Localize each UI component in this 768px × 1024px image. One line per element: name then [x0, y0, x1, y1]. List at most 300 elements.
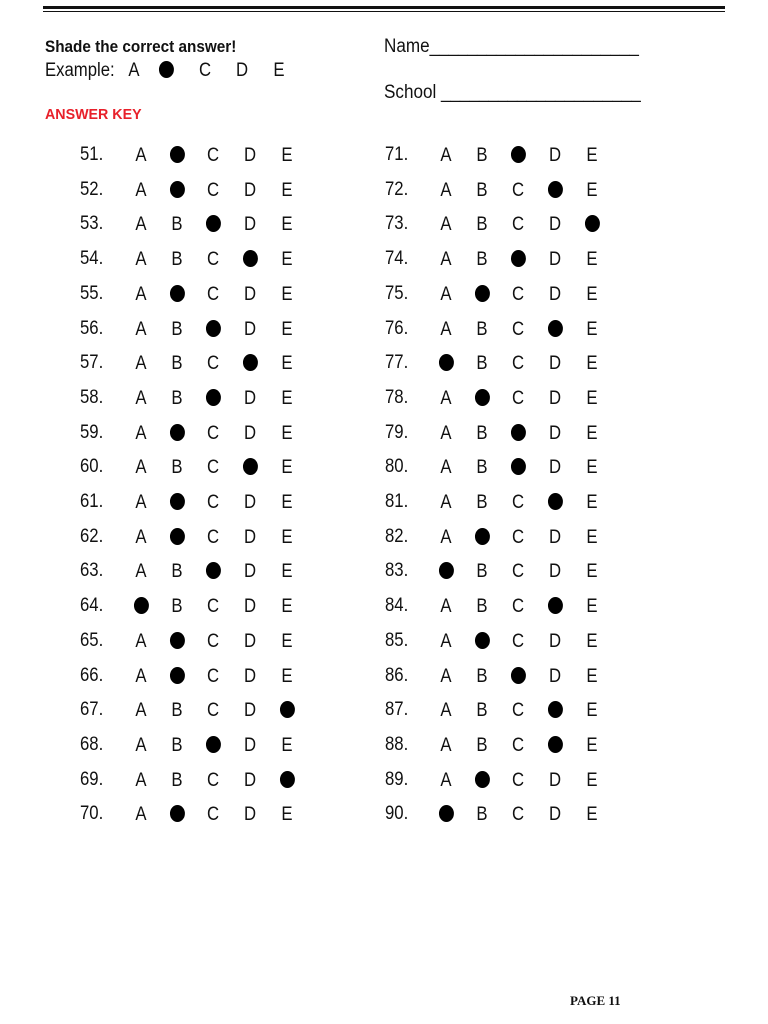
answer-option-a[interactable]: A [440, 631, 452, 652]
answer-option-b[interactable]: B [476, 561, 488, 582]
question-number: 78. [385, 387, 409, 408]
answer-option-b[interactable]: B [171, 214, 183, 235]
answer-row [0, 803, 330, 827]
answer-option-c[interactable]: C [206, 631, 220, 652]
answer-bubble-d-filled[interactable] [240, 456, 259, 480]
answer-row [0, 699, 330, 723]
question-number: 83. [385, 560, 409, 581]
answer-bubble-c-filled[interactable] [508, 665, 527, 689]
answer-option-c[interactable]: C [206, 666, 220, 687]
answer-option-e[interactable]: E [586, 770, 598, 791]
answer-option-d[interactable]: D [243, 735, 257, 756]
answer-bubble-b-filled[interactable] [472, 769, 491, 793]
question-number: 71. [385, 144, 409, 165]
answer-bubble-c-filled[interactable] [203, 387, 222, 411]
answer-row [0, 422, 330, 446]
answer-option-e[interactable]: E [281, 804, 293, 825]
answer-bubble-e-filled[interactable] [277, 769, 296, 793]
answer-option-c[interactable]: C [206, 457, 220, 478]
answer-option-e[interactable]: E [281, 666, 293, 687]
filled-bubble-icon [548, 181, 563, 198]
answer-option-a[interactable]: A [135, 319, 147, 340]
answer-option-a[interactable]: A [440, 423, 452, 444]
answer-option-e[interactable]: E [586, 527, 598, 548]
answer-option-e[interactable]: E [281, 561, 293, 582]
answer-option-a[interactable]: A [135, 700, 147, 721]
answer-bubble-c-filled[interactable] [203, 560, 222, 584]
filled-bubble-icon [170, 181, 185, 198]
answer-option-c[interactable]: C [206, 700, 220, 721]
answer-option-b[interactable]: B [476, 214, 488, 235]
answer-option-d[interactable]: D [243, 284, 257, 305]
filled-bubble-icon [206, 562, 221, 579]
answer-option-c[interactable]: C [511, 735, 525, 756]
answer-row [305, 526, 635, 550]
answer-option-b[interactable]: B [476, 319, 488, 340]
answer-option-a[interactable]: A [440, 214, 452, 235]
filled-bubble-icon [170, 285, 185, 302]
answer-option-d[interactable]: D [548, 770, 562, 791]
answer-row [305, 491, 635, 515]
question-number: 56. [80, 318, 104, 339]
answer-option-d[interactable]: D [243, 527, 257, 548]
answer-option-a[interactable]: A [135, 527, 147, 548]
answer-option-e[interactable]: E [586, 249, 598, 270]
answer-option-e[interactable]: E [281, 735, 293, 756]
filled-bubble-icon [439, 805, 454, 822]
answer-option-e[interactable]: E [281, 492, 293, 513]
answer-row [0, 491, 330, 515]
answer-option-e[interactable]: E [586, 735, 598, 756]
answer-option-e[interactable]: E [586, 284, 598, 305]
instruction-text: Shade the correct answer! [45, 37, 237, 56]
answer-option-d[interactable]: D [548, 353, 562, 374]
answer-option-a[interactable]: A [135, 666, 147, 687]
answer-option-a[interactable]: A [440, 388, 452, 409]
answer-option-e[interactable]: E [586, 423, 598, 444]
answer-option-e[interactable]: E [281, 353, 293, 374]
answer-bubble-d-filled[interactable] [545, 734, 564, 758]
top-rule-thick [43, 6, 725, 9]
answer-option-a[interactable]: A [440, 596, 452, 617]
answer-row [0, 734, 330, 758]
question-number: 57. [80, 352, 104, 373]
answer-option-c[interactable]: C [511, 527, 525, 548]
question-number: 82. [385, 526, 409, 547]
page-number: PAGE 11 [570, 993, 621, 1008]
answer-option-b[interactable]: B [171, 770, 183, 791]
answer-option-a[interactable]: A [440, 700, 452, 721]
answer-bubble-e-filled[interactable] [277, 699, 296, 723]
question-number: 88. [385, 734, 409, 755]
answer-bubble-d-filled[interactable] [545, 699, 564, 723]
answer-bubble-d-filled[interactable] [545, 491, 564, 515]
answer-option-d[interactable]: D [548, 388, 562, 409]
answer-option-e[interactable]: E [586, 700, 598, 721]
question-number: 64. [80, 595, 104, 616]
answer-option-a[interactable]: A [440, 145, 452, 166]
answer-option-e[interactable]: E [281, 214, 293, 235]
answer-option-b[interactable]: B [171, 249, 183, 270]
question-number: 53. [80, 213, 104, 234]
answer-option-e[interactable]: E [586, 631, 598, 652]
answer-option-d[interactable]: D [243, 561, 257, 582]
answer-option-c[interactable]: C [206, 180, 220, 201]
answer-option-d[interactable]: D [548, 145, 562, 166]
filled-bubble-icon [475, 632, 490, 649]
answer-option-e[interactable]: E [281, 423, 293, 444]
filled-bubble-icon [439, 562, 454, 579]
answer-option-a[interactable]: A [440, 527, 452, 548]
answer-option-b[interactable]: B [171, 388, 183, 409]
answer-bubble-b-filled[interactable] [167, 526, 186, 550]
name-field[interactable]: Name______________________ [384, 36, 639, 57]
answer-option-e[interactable]: E [281, 145, 293, 166]
answer-option-c[interactable]: C [511, 214, 525, 235]
answer-option-b[interactable]: B [476, 596, 488, 617]
answer-option-d[interactable]: D [548, 666, 562, 687]
answer-row [305, 248, 635, 272]
answer-option-b[interactable]: B [171, 457, 183, 478]
answer-bubble-e-filled[interactable] [582, 213, 601, 237]
answer-bubble-c-filled[interactable] [508, 422, 527, 446]
answer-option-a[interactable]: A [135, 145, 147, 166]
question-number: 51. [80, 144, 104, 165]
answer-row [0, 318, 330, 342]
answer-option-d[interactable]: D [548, 284, 562, 305]
answer-option-d[interactable]: D [548, 423, 562, 444]
answer-option-d[interactable]: D [548, 804, 562, 825]
answer-option-c[interactable]: C [206, 284, 220, 305]
answer-option-a[interactable]: A [135, 457, 147, 478]
question-number: 81. [385, 491, 409, 512]
answer-option-d[interactable]: D [243, 770, 257, 791]
answer-option-a[interactable]: A [440, 770, 452, 791]
answer-option-c[interactable]: C [511, 804, 525, 825]
question-number: 84. [385, 595, 409, 616]
answer-option-c[interactable]: C [206, 423, 220, 444]
answer-bubble-a-filled[interactable] [436, 352, 455, 376]
answer-option-b[interactable]: B [171, 596, 183, 617]
answer-option-a[interactable]: A [135, 631, 147, 652]
answer-option-a[interactable]: A [135, 180, 147, 201]
answer-bubble-c-filled[interactable] [203, 734, 222, 758]
answer-bubble-b-filled[interactable] [167, 283, 186, 307]
answer-option-b[interactable]: B [476, 180, 488, 201]
answer-row [0, 248, 330, 272]
answer-option-a[interactable]: A [135, 735, 147, 756]
answer-option-a[interactable]: A [135, 561, 147, 582]
school-field[interactable]: School _____________________ [384, 82, 641, 103]
answer-option-d[interactable]: D [548, 214, 562, 235]
answer-option-b[interactable]: B [171, 319, 183, 340]
answer-option-c[interactable]: C [511, 561, 525, 582]
answer-option-d[interactable]: D [243, 666, 257, 687]
answer-bubble-c-filled[interactable] [203, 318, 222, 342]
answer-row [305, 318, 635, 342]
answer-option-e[interactable]: E [281, 319, 293, 340]
answer-option-b[interactable]: B [476, 249, 488, 270]
answer-bubble-b-filled[interactable] [472, 630, 491, 654]
answer-bubble-d-filled[interactable] [545, 179, 564, 203]
answer-option-e[interactable]: E [281, 249, 293, 270]
answer-option-c[interactable]: C [206, 249, 220, 270]
answer-option-d[interactable]: D [243, 319, 257, 340]
question-number: 59. [80, 422, 104, 443]
answer-option-d[interactable]: D [548, 561, 562, 582]
answer-option-e[interactable]: E [281, 457, 293, 478]
question-number: 76. [385, 318, 409, 339]
answer-option-c[interactable]: C [511, 284, 525, 305]
answer-bubble-d-filled[interactable] [240, 248, 259, 272]
answer-option-c[interactable]: C [511, 353, 525, 374]
answer-option-b[interactable]: B [476, 492, 488, 513]
answer-option-a[interactable]: A [440, 666, 452, 687]
question-number: 54. [80, 248, 104, 269]
answer-bubble-b-filled[interactable] [167, 144, 186, 168]
answer-bubble-d-filled[interactable] [545, 595, 564, 619]
answer-option-e[interactable]: E [281, 527, 293, 548]
filled-bubble-icon [475, 389, 490, 406]
answer-option-a[interactable]: A [440, 457, 452, 478]
question-number: 65. [80, 630, 104, 651]
answer-row [305, 595, 635, 619]
answer-option-a[interactable]: A [135, 284, 147, 305]
answer-option-e[interactable]: E [586, 561, 598, 582]
answer-option-a[interactable]: A [135, 353, 147, 374]
answer-bubble-c-filled[interactable] [508, 456, 527, 480]
filled-bubble-icon [206, 215, 221, 232]
answer-option-c[interactable]: C [206, 804, 220, 825]
answer-row [305, 734, 635, 758]
answer-bubble-b-filled[interactable] [472, 526, 491, 550]
answer-bubble-b-filled[interactable] [167, 422, 186, 446]
example-label: Example: [45, 60, 115, 81]
answer-bubble-b-filled[interactable] [167, 630, 186, 654]
filled-bubble-icon [170, 146, 185, 163]
answer-option-c[interactable]: C [511, 388, 525, 409]
answer-option-b[interactable]: B [476, 804, 488, 825]
answer-option-a[interactable]: A [135, 770, 147, 791]
answer-option-b[interactable]: B [476, 735, 488, 756]
answer-option-b[interactable]: B [476, 353, 488, 374]
filled-bubble-icon [548, 736, 563, 753]
answer-bubble-a-filled[interactable] [131, 595, 150, 619]
answer-option-a[interactable]: A [440, 180, 452, 201]
answer-option-a[interactable]: A [440, 492, 452, 513]
answer-option-e[interactable]: E [586, 353, 598, 374]
answer-row [305, 803, 635, 827]
filled-bubble-icon [134, 597, 149, 614]
answer-row [0, 456, 330, 480]
answer-option-a[interactable]: A [440, 319, 452, 340]
answer-bubble-d-filled[interactable] [545, 318, 564, 342]
filled-bubble-icon [170, 528, 185, 545]
answer-bubble-b-filled[interactable] [472, 283, 491, 307]
question-number: 70. [80, 803, 104, 824]
answer-row [305, 283, 635, 307]
answer-bubble-b-filled[interactable] [472, 387, 491, 411]
answer-row [305, 144, 635, 168]
question-number: 69. [80, 769, 104, 790]
answer-option-e[interactable]: E [281, 180, 293, 201]
question-number: 55. [80, 283, 104, 304]
answer-option-a[interactable]: A [135, 804, 147, 825]
answer-bubble-d-filled[interactable] [240, 352, 259, 376]
filled-bubble-icon [511, 146, 526, 163]
answer-bubble-b-filled[interactable] [167, 179, 186, 203]
answer-option-d[interactable]: D [243, 492, 257, 513]
question-number: 62. [80, 526, 104, 547]
answer-option-d[interactable]: D [548, 631, 562, 652]
answer-option-c[interactable]: C [206, 596, 220, 617]
answer-row [305, 699, 635, 723]
answer-option-e[interactable]: E [586, 666, 598, 687]
filled-bubble-icon [475, 771, 490, 788]
answer-option-c[interactable]: C [206, 145, 220, 166]
filled-bubble-icon [548, 597, 563, 614]
answer-option-e[interactable]: E [586, 457, 598, 478]
filled-bubble-icon [170, 424, 185, 441]
example-bubble-filled [156, 59, 175, 83]
answer-option-e[interactable]: E [586, 804, 598, 825]
answer-row [305, 769, 635, 793]
answer-option-c[interactable]: C [511, 596, 525, 617]
answer-option-b[interactable]: B [171, 700, 183, 721]
filled-bubble-icon [548, 493, 563, 510]
answer-option-d[interactable]: D [548, 457, 562, 478]
filled-bubble-icon [243, 458, 258, 475]
example-option-c: C [198, 60, 212, 81]
question-number: 60. [80, 456, 104, 477]
filled-bubble-icon [280, 701, 295, 718]
answer-option-e[interactable]: E [586, 388, 598, 409]
filled-bubble-icon [159, 61, 174, 78]
answer-option-e[interactable]: E [586, 596, 598, 617]
answer-row [0, 560, 330, 584]
filled-bubble-icon [511, 667, 526, 684]
answer-option-a[interactable]: A [135, 388, 147, 409]
filled-bubble-icon [548, 701, 563, 718]
filled-bubble-icon [170, 632, 185, 649]
answer-bubble-c-filled[interactable] [508, 248, 527, 272]
answer-bubble-c-filled[interactable] [203, 213, 222, 237]
answer-option-d[interactable]: D [243, 596, 257, 617]
answer-option-b[interactable]: B [171, 353, 183, 374]
answer-option-d[interactable]: D [243, 700, 257, 721]
answer-option-e[interactable]: E [281, 596, 293, 617]
answer-option-e[interactable]: E [586, 492, 598, 513]
question-number: 79. [385, 422, 409, 443]
answer-bubble-b-filled[interactable] [167, 803, 186, 827]
filled-bubble-icon [243, 354, 258, 371]
answer-option-b[interactable]: B [476, 423, 488, 444]
answer-bubble-a-filled[interactable] [436, 560, 455, 584]
answer-option-c[interactable]: C [206, 770, 220, 791]
answer-option-d[interactable]: D [243, 145, 257, 166]
answer-option-e[interactable]: E [586, 319, 598, 340]
answer-option-b[interactable]: B [476, 457, 488, 478]
answer-row [305, 352, 635, 376]
question-number: 87. [385, 699, 409, 720]
answer-option-a[interactable]: A [135, 423, 147, 444]
answer-option-c[interactable]: C [511, 492, 525, 513]
answer-option-b[interactable]: B [171, 561, 183, 582]
answer-option-d[interactable]: D [243, 180, 257, 201]
answer-option-e[interactable]: E [586, 145, 598, 166]
answer-row [0, 595, 330, 619]
answer-bubble-c-filled[interactable] [508, 144, 527, 168]
filled-bubble-icon [475, 528, 490, 545]
answer-option-d[interactable]: D [243, 804, 257, 825]
example-option-d: D [235, 60, 249, 81]
answer-option-a[interactable]: A [135, 249, 147, 270]
question-number: 85. [385, 630, 409, 651]
answer-option-b[interactable]: B [476, 700, 488, 721]
answer-option-c[interactable]: C [511, 319, 525, 340]
answer-bubble-a-filled[interactable] [436, 803, 455, 827]
answer-option-c[interactable]: C [511, 180, 525, 201]
question-number: 77. [385, 352, 409, 373]
answer-row [0, 526, 330, 550]
answer-row [305, 422, 635, 446]
answer-option-b[interactable]: B [476, 666, 488, 687]
answer-row [305, 179, 635, 203]
answer-option-e[interactable]: E [281, 631, 293, 652]
answer-option-c[interactable]: C [206, 353, 220, 374]
answer-option-e[interactable]: E [281, 284, 293, 305]
answer-option-c[interactable]: C [511, 700, 525, 721]
answer-option-d[interactable]: D [548, 249, 562, 270]
example-option-a: A [128, 60, 140, 81]
answer-option-c[interactable]: C [206, 492, 220, 513]
answer-option-a[interactable]: A [135, 492, 147, 513]
answer-option-a[interactable]: A [440, 249, 452, 270]
answer-bubble-b-filled[interactable] [167, 491, 186, 515]
answer-option-b[interactable]: B [476, 145, 488, 166]
filled-bubble-icon [511, 458, 526, 475]
answer-bubble-b-filled[interactable] [167, 665, 186, 689]
answer-row [0, 179, 330, 203]
filled-bubble-icon [206, 736, 221, 753]
answer-option-c[interactable]: C [206, 527, 220, 548]
filled-bubble-icon [206, 389, 221, 406]
answer-row [305, 456, 635, 480]
answer-option-d[interactable]: D [548, 527, 562, 548]
answer-row [0, 352, 330, 376]
answer-option-a[interactable]: A [440, 735, 452, 756]
answer-option-c[interactable]: C [511, 770, 525, 791]
question-number: 86. [385, 665, 409, 686]
answer-option-d[interactable]: D [243, 631, 257, 652]
answer-option-a[interactable]: A [135, 214, 147, 235]
answer-option-d[interactable]: D [243, 423, 257, 444]
question-number: 73. [385, 213, 409, 234]
answer-option-a[interactable]: A [440, 284, 452, 305]
question-number: 90. [385, 803, 409, 824]
answer-option-e[interactable]: E [281, 388, 293, 409]
answer-option-d[interactable]: D [243, 214, 257, 235]
answer-option-d[interactable]: D [243, 388, 257, 409]
question-number: 66. [80, 665, 104, 686]
answer-option-c[interactable]: C [511, 631, 525, 652]
answer-option-e[interactable]: E [586, 180, 598, 201]
answer-row [0, 144, 330, 168]
answer-option-b[interactable]: B [171, 735, 183, 756]
filled-bubble-icon [585, 215, 600, 232]
filled-bubble-icon [280, 771, 295, 788]
filled-bubble-icon [170, 805, 185, 822]
